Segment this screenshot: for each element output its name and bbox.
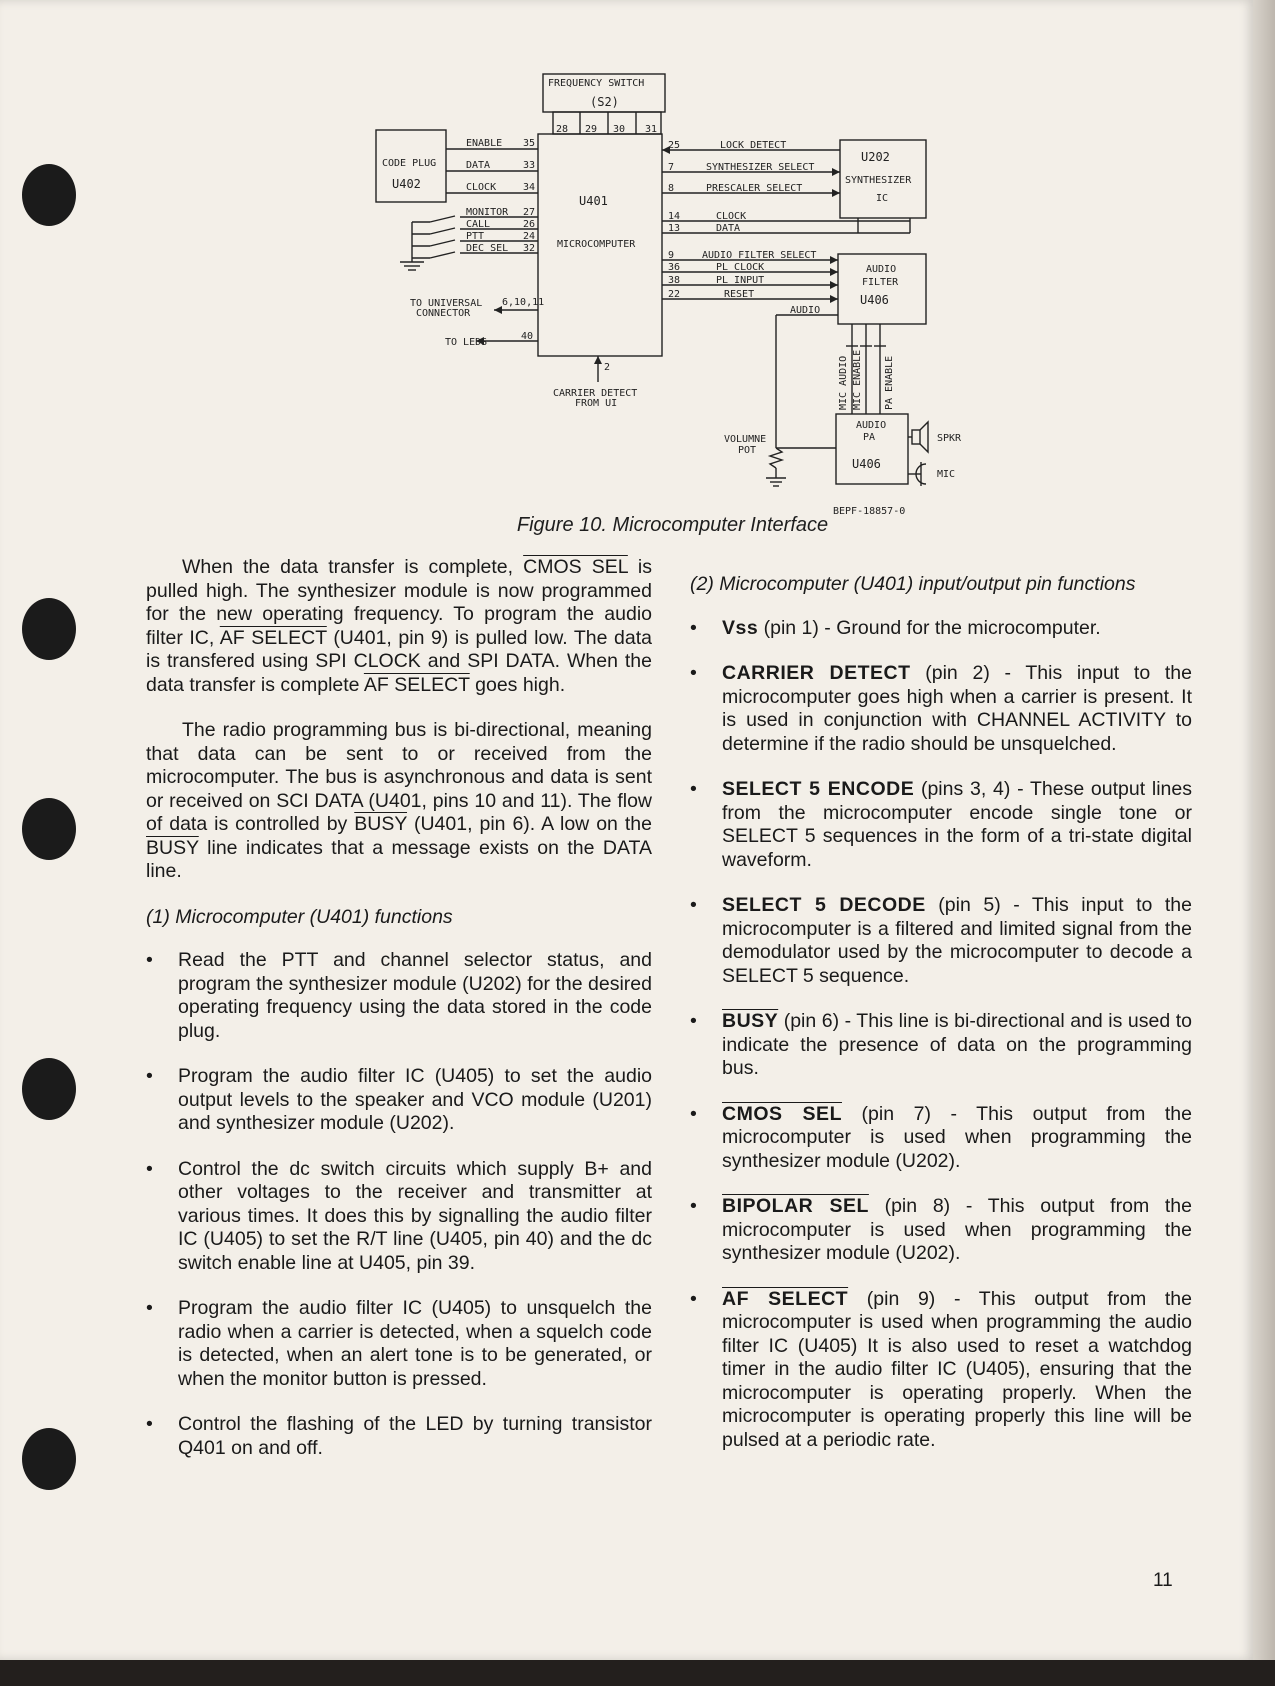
pin-item: • SELECT 5 ENCODE (pins 3, 4) - These output lines from the microcomputer encode single tone or SELECT 5 sequences in the form of a tri-state digital waveform.	[690, 778, 1192, 872]
pin-label: 7	[668, 162, 675, 173]
pin-label: 26	[523, 219, 536, 230]
carrier-detect-label: CARRIER DETECT	[553, 388, 638, 399]
list-item: • Control the flashing of the LED by turning transistor Q401 on and off.	[146, 1413, 652, 1460]
connector-label: CONNECTOR	[416, 308, 471, 319]
pin-label: 2	[604, 362, 611, 373]
pin-label: 24	[523, 231, 536, 242]
section-heading: (1) Microcomputer (U401) functions	[146, 905, 453, 928]
audio-pa-label: PA	[863, 432, 876, 443]
pin-label: 29	[585, 124, 598, 135]
signal-label: DEC SEL	[466, 243, 509, 254]
lock-detect-label: LOCK DETECT	[720, 140, 787, 151]
pin-item: • SELECT 5 DECODE (pin 5) - This input to the microcomputer is a filtered and limited signal from the demodulator used by the microcomputer to decode a SELECT 5 sequence.	[690, 894, 1192, 988]
ic-label: IC	[876, 193, 889, 204]
mic-enable-label: MIC ENABLE	[852, 349, 863, 410]
paragraph: The radio programming bus is bi-directional, meaning that data can be sent to or received from the microcomputer. The bus is asynchronous and data is sent or received on SCI DATA (U401, pins 10 and 11). The flow of data is controlled by BUSY (U401, pin 6). A low on the BUSY line indicates that a message exists on the DATA line.	[146, 719, 652, 882]
signal-label: MONITOR	[466, 207, 509, 218]
pin-label: 38	[668, 275, 681, 286]
pin-label: 32	[523, 243, 536, 254]
u402-label: U402	[392, 177, 421, 191]
pin-label: 30	[613, 124, 626, 135]
pin-label: 9	[668, 250, 675, 261]
signal-label: PTT	[466, 231, 485, 242]
paragraph: When the data transfer is complete, CMOS SEL is pulled high. The synthesizer module is now programmed for the new operating frequency. To program the audio filter IC, AF SELECT (U401, pin 9) is pulled low. The data is transfered using SPI CLOCK and SPI DATA. When the data transfer is complete AF SELECT goes high.	[146, 556, 652, 696]
clock-label: CLOCK	[716, 211, 747, 222]
list-item: • Program the audio filter IC (U405) to unsquelch the radio when a carrier is detected, when a squelch code is detected, when an alert tone is to be generated, or when the monitor button is pressed.	[146, 1297, 652, 1391]
audio-filter-label: AUDIO	[866, 264, 897, 275]
u401-label: U401	[579, 194, 608, 208]
pin-label: 25	[668, 140, 681, 151]
to-universal-label: TO UNIVERSAL	[410, 298, 483, 309]
pin-label: 27	[523, 207, 536, 218]
figure-caption: Figure 10. Microcomputer Interface	[516, 514, 829, 536]
spkr-label: SPKR	[937, 433, 962, 444]
pin-label: 28	[556, 124, 569, 135]
mic-label: MIC	[937, 469, 956, 480]
microcomputer-label: MICROCOMPUTER	[557, 239, 636, 250]
pin-label: 36	[668, 262, 681, 273]
pin-label: 35	[523, 138, 536, 149]
list-item: • Read the PTT and channel selector status, and program the synthesizer module (U202) for the desired operating frequency using the data stored in the code plug.	[146, 949, 652, 1043]
synth-select-label: SYNTHESIZER SELECT	[706, 162, 815, 173]
prescaler-select-label: PRESCALER SELECT	[706, 183, 803, 194]
u202-label: U202	[861, 150, 890, 164]
binder-hole	[22, 598, 76, 660]
pin-item: • CMOS SEL (pin 7) - This output from the microcomputer is used when programming the synthesizer module (U202).	[690, 1103, 1192, 1174]
pin-label: 40	[521, 331, 534, 342]
binder-hole	[22, 798, 76, 860]
pin-label: 6,10,11	[502, 297, 545, 308]
binder-hole	[22, 1428, 76, 1490]
pl-input-label: PL INPUT	[716, 275, 765, 286]
audio-pa-label: AUDIO	[856, 420, 887, 431]
pin-label: 13	[668, 223, 681, 234]
audio-filter-select-label: AUDIO FILTER SELECT	[702, 250, 817, 261]
list-item: • Control the dc switch circuits which supply B+ and other voltages to the receiver and transmitter at various times. It does this by signalling the audio filter IC (U405) to set the R/T line (U405, pin 40) and the dc switch enable line at U405, pin 39.	[146, 1158, 652, 1276]
pin-label: 34	[523, 182, 536, 193]
volume-label: VOLUMNE	[724, 434, 767, 445]
drawing-number: BEPF-18857-0	[833, 506, 906, 517]
pl-clock-label: PL CLOCK	[716, 262, 765, 273]
pin-item: • BUSY (pin 6) - This line is bi-directional and is used to indicate the presence of data on the programming bus.	[690, 1010, 1192, 1081]
binder-hole	[22, 1058, 76, 1120]
u406-label: U406	[860, 293, 889, 307]
data-label: DATA	[716, 223, 741, 234]
signal-label: DATA	[466, 160, 491, 171]
pin-label: 8	[668, 183, 675, 194]
list-item: • Program the audio filter IC (U405) to set the audio output levels to the speaker and VCO module (U201) and synthesizer module (U202).	[146, 1065, 652, 1136]
page-edge	[1253, 0, 1275, 1686]
signal-label: ENABLE	[466, 138, 503, 149]
pot-label: POT	[738, 445, 757, 456]
pa-enable-label: PA ENABLE	[884, 355, 895, 410]
to-leds-label: TO LEDS	[445, 337, 488, 348]
code-plug-label: CODE PLUG	[382, 158, 437, 169]
left-column	[146, 556, 652, 1482]
scan-border	[0, 1660, 1275, 1686]
reset-label: RESET	[724, 289, 755, 300]
synthesizer-label: SYNTHESIZER	[845, 175, 912, 186]
pin-label: 14	[668, 211, 681, 222]
audio-filter-label: FILTER	[862, 277, 899, 288]
signal-label: CLOCK	[466, 182, 497, 193]
pin-item: • CARRIER DETECT (pin 2) - This input to the microcomputer goes high when a carrier is present. It is used in conjunction with CHANNEL ACTIVITY to determine if the radio should be unsquelched.	[690, 662, 1192, 756]
section-heading: (2) Microcomputer (U401) input/output pin functions	[690, 573, 1136, 595]
s2-label: (S2)	[590, 95, 619, 109]
pin-item: • BIPOLAR SEL (pin 8) - This output from the microcomputer is used when programming the synthesizer module (U202).	[690, 1195, 1192, 1266]
freq-switch-label: FREQUENCY SWITCH	[548, 78, 645, 89]
mic-audio-label: MIC AUDIO	[838, 355, 849, 410]
page-number: 11	[1153, 1570, 1173, 1591]
pin-item: • AF SELECT (pin 9) - This output from the microcomputer is used when programming the audio filter IC (U405) It is also used to reset a watchdog timer in the audio filter IC (U405), ensuring that the microcomputer is operating properly. When the microcomputer is operating properly this line will be pulsed at a periodic rate.	[690, 1288, 1192, 1453]
pin-item: • Vss (pin 1) - Ground for the microcomputer.	[690, 617, 1192, 641]
microcomputer-interface-diagram	[0, 0, 1255, 530]
carrier-detect-label: FROM UI	[575, 398, 618, 409]
u406-label: U406	[852, 457, 881, 471]
pin-label: 33	[523, 160, 536, 171]
audio-label: AUDIO	[790, 305, 821, 316]
right-column	[690, 573, 1192, 1474]
pin-label: 31	[645, 124, 658, 135]
pin-label: 22	[668, 289, 681, 300]
signal-label: CALL	[466, 219, 491, 230]
